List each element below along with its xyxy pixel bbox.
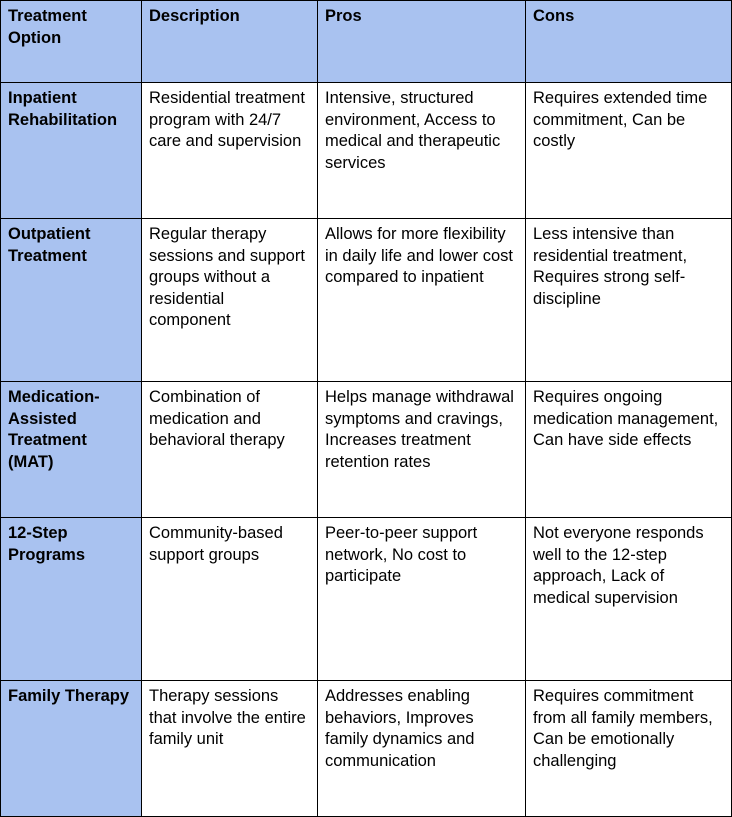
header-pros: Pros bbox=[318, 1, 526, 83]
cons-cell: Requires commitment from all family members, Can be emotionally challenging bbox=[526, 681, 732, 817]
table-row bbox=[1, 518, 732, 681]
treatment-option-cell: Medication-Assisted Treatment (MAT) bbox=[1, 382, 142, 518]
description-cell: Community-based support groups bbox=[142, 518, 318, 681]
header-row bbox=[1, 1, 732, 83]
treatment-option-cell: Family Therapy bbox=[1, 681, 142, 817]
pros-cell: Intensive, structured environment, Access to medical and therapeutic services bbox=[318, 83, 526, 219]
pros-cell: Peer-to-peer support network, No cost to participate bbox=[318, 518, 526, 681]
table-row bbox=[1, 83, 732, 219]
header-cons: Cons bbox=[526, 1, 732, 83]
treatment-option-cell: 12-Step Programs bbox=[1, 518, 142, 681]
pros-cell: Helps manage withdrawal symptoms and cravings, Increases treatment retention rates bbox=[318, 382, 526, 518]
pros-cell: Addresses enabling behaviors, Improves family dynamics and communication bbox=[318, 681, 526, 817]
cons-cell: Requires extended time commitment, Can be costly bbox=[526, 83, 732, 219]
description-cell: Residential treatment program with 24/7 care and supervision bbox=[142, 83, 318, 219]
cons-cell: Requires ongoing medication management, Can have side effects bbox=[526, 382, 732, 518]
header-description: Description bbox=[142, 1, 318, 83]
description-cell: Combination of medication and behavioral therapy bbox=[142, 382, 318, 518]
treatment-option-cell: Outpatient Treatment bbox=[1, 219, 142, 382]
cons-cell: Less intensive than residential treatment, Requires strong self-discipline bbox=[526, 219, 732, 382]
treatment-option-cell: Inpatient Rehabilitation bbox=[1, 83, 142, 219]
table-row bbox=[1, 219, 732, 382]
header-treatment-option: Treatment Option bbox=[1, 1, 142, 83]
table-row bbox=[1, 681, 732, 817]
description-cell: Regular therapy sessions and support groups without a residential component bbox=[142, 219, 318, 382]
description-cell: Therapy sessions that involve the entire family unit bbox=[142, 681, 318, 817]
table-row bbox=[1, 382, 732, 518]
cons-cell: Not everyone responds well to the 12-step approach, Lack of medical supervision bbox=[526, 518, 732, 681]
pros-cell: Allows for more flexibility in daily life and lower cost compared to inpatient bbox=[318, 219, 526, 382]
